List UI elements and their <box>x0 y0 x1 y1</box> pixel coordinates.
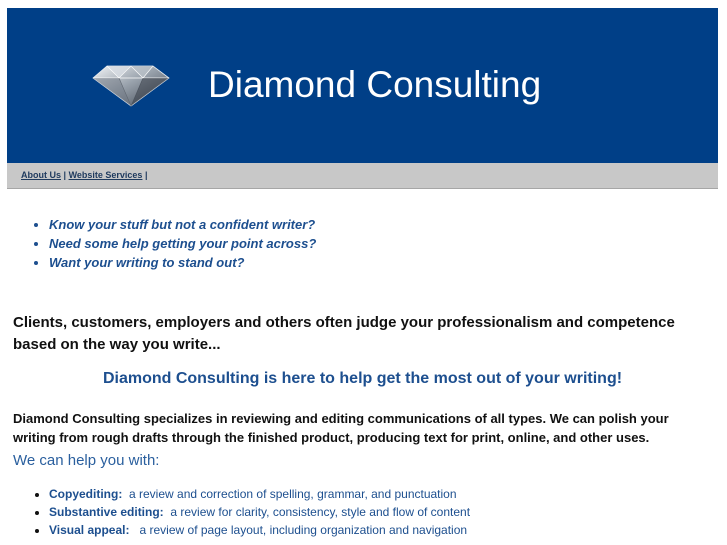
specializes-paragraph: Diamond Consulting specializes in reviewing and editing communications of all types. We can polish your writing from rough drafts through the finished product, producing text for print, online, and other uses. <box>13 411 669 445</box>
question-list <box>31 215 316 272</box>
list-item: • Know your stuff but not a confident writer? <box>49 215 316 234</box>
list-item: • Want your writing to stand out? <box>49 253 316 272</box>
service-description: a review and correction of spelling, grammar, and punctuation <box>129 487 457 501</box>
headline: Diamond Consulting is here to help get the most out of your writing! <box>102 370 623 387</box>
nav-separator: | <box>63 170 67 180</box>
site-title: Diamond Consulting <box>208 64 542 105</box>
list-item <box>49 503 470 521</box>
service-term: Copyediting: <box>49 487 123 501</box>
help-with-heading: We can help you with: <box>13 452 160 469</box>
nav-bar <box>7 163 718 189</box>
service-description: a review for clarity, consistency, style and flow of content <box>170 505 471 519</box>
nav-links <box>21 170 148 180</box>
service-term: Visual appeal: <box>49 523 130 537</box>
nav-separator: | <box>144 170 148 180</box>
services-list <box>31 485 470 539</box>
page-frame <box>7 8 718 545</box>
service-term: Substantive editing: <box>49 505 164 519</box>
list-item <box>49 485 470 503</box>
nav-link-website-services[interactable]: Website Services <box>68 170 143 180</box>
site-header <box>7 8 718 163</box>
list-item: • Need some help getting your point across? <box>49 234 316 253</box>
diamond-icon <box>91 62 171 108</box>
nav-link-about-us[interactable]: About Us <box>21 170 61 180</box>
service-description: a review of page layout, including organization and navigation <box>139 523 468 537</box>
list-item <box>49 521 470 539</box>
intro-paragraph: Clients, customers, employers and others often judge your professionalism and competence based on the way you write... <box>13 314 675 353</box>
